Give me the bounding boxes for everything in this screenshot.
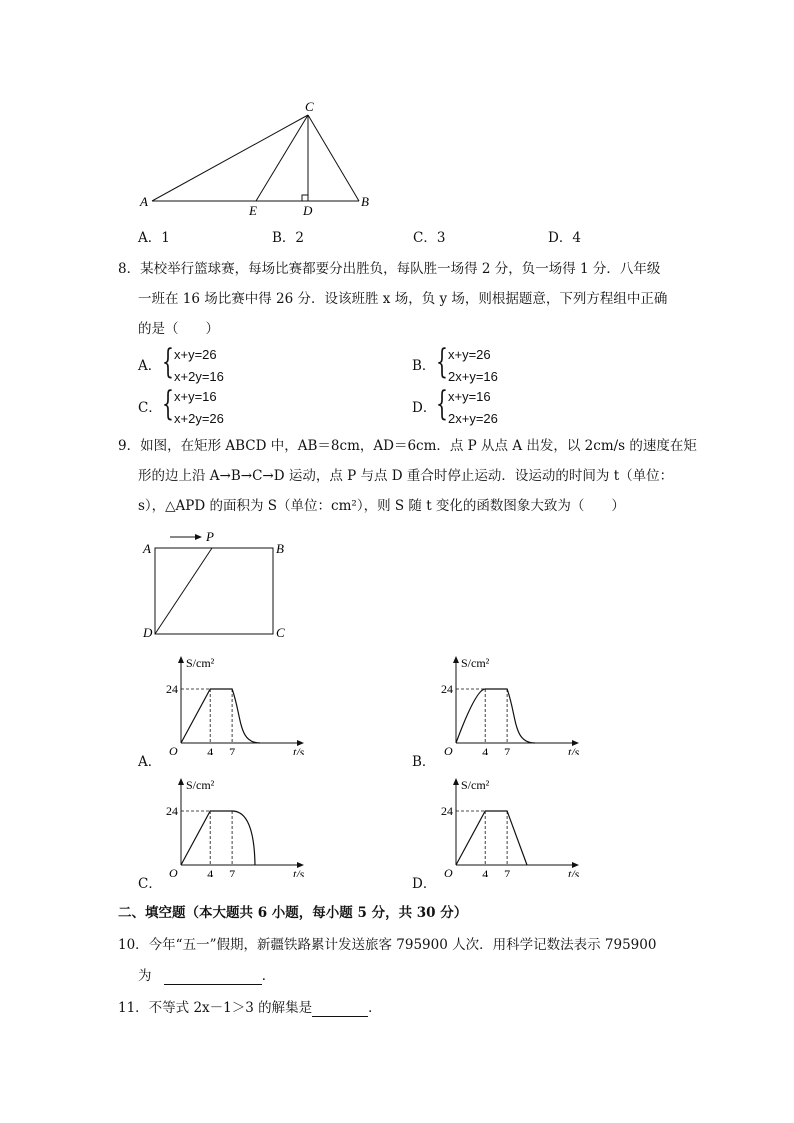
tick-label-24: 24 xyxy=(166,682,178,696)
q9-option-d-label[interactable]: D． xyxy=(412,876,437,892)
function-curve xyxy=(456,811,527,865)
segment-cb xyxy=(308,115,359,201)
right-angle-mark xyxy=(302,195,308,201)
rect-label-b: B xyxy=(276,541,284,556)
q8-text-line-3: 的是（ ） xyxy=(138,321,219,337)
segment-ac xyxy=(152,115,308,201)
y-axis-arrow-icon xyxy=(453,778,459,785)
q8-option-a-eq2: x+2y=16 xyxy=(174,369,224,384)
q8-option-d-eq2: 2x+y=26 xyxy=(448,411,498,426)
rect-label-c: C xyxy=(276,625,285,640)
q9-option-b-label[interactable]: B． xyxy=(412,754,436,770)
q9-text-line-3: s），△APD 的面积为 S（单位：cm²），则 S 随 t 变化的函数图象大致为（ ） xyxy=(138,498,625,514)
q8-option-b-label: B． xyxy=(412,358,436,374)
q7-option-b[interactable]: B．2 xyxy=(272,230,305,246)
q7-option-a[interactable]: A．1 xyxy=(138,230,170,246)
rect-label-p: P xyxy=(206,529,214,544)
y-axis-arrow-icon xyxy=(178,778,184,785)
q9-text-line-1: 9．如图，在矩形 ABCD 中，AB＝8cm，AD＝6cm．点 P 从点 A 出发，以 2cm/s 的速度在矩 xyxy=(118,438,697,454)
tick-label-4: 4 xyxy=(207,745,214,755)
q7-option-d[interactable]: D．4 xyxy=(548,230,581,246)
tick-label-24: 24 xyxy=(441,804,453,818)
tick-label-4: 4 xyxy=(482,745,489,755)
rect-label-d: D xyxy=(143,625,153,640)
q8-option-d-eq1: x+y=16 xyxy=(448,389,491,404)
tick-label-7: 7 xyxy=(504,745,511,755)
q9-option-a-label[interactable]: A． xyxy=(138,754,162,770)
y-axis-arrow-icon xyxy=(453,656,459,663)
q8-option-d-label: D． xyxy=(412,400,437,416)
origin-label: O xyxy=(169,744,178,755)
tick-label-7: 7 xyxy=(229,745,236,755)
q8-option-c-label: C． xyxy=(138,400,162,416)
tick-label-4: 4 xyxy=(482,867,489,877)
q9-graph-c[interactable] xyxy=(165,777,315,877)
q9-graph-a[interactable] xyxy=(165,655,315,755)
q8-option-b-eq2: 2x+y=16 xyxy=(448,369,498,384)
tick-label-7: 7 xyxy=(504,867,511,877)
q8-option-a-label: A． xyxy=(138,358,162,374)
q9-text-line-2: 形的边上沿 A→B→C→D 运动，点 P 与点 D 重合时停止运动．设运动的时间为 t（单位： xyxy=(138,468,674,484)
q11-question: 11．不等式 2x－1＞3 的解集是 xyxy=(118,1000,313,1016)
brace-icon: { xyxy=(162,342,174,382)
q11-suffix: ． xyxy=(368,1000,382,1016)
origin-label: O xyxy=(169,866,178,877)
tick-label-7: 7 xyxy=(229,867,236,877)
q10-answer-blank[interactable] xyxy=(164,966,262,985)
q10-suffix: ． xyxy=(261,968,276,984)
function-curve xyxy=(456,689,535,743)
function-curve xyxy=(181,811,255,865)
y-axis-arrow-icon xyxy=(178,656,184,663)
origin-label: O xyxy=(444,744,453,755)
x-axis-label: t/s xyxy=(568,745,580,755)
q8-option-b-eq1: x+y=26 xyxy=(448,347,491,362)
tick-label-24: 24 xyxy=(166,804,178,818)
x-axis-label: t/s xyxy=(568,867,580,877)
arrow-icon xyxy=(195,534,202,540)
y-axis-label: S/cm² xyxy=(186,778,215,792)
label-a: A xyxy=(140,194,148,209)
label-d: D xyxy=(303,203,313,218)
q9-rectangle-figure xyxy=(140,528,300,643)
y-axis-label: S/cm² xyxy=(461,778,490,792)
brace-icon: { xyxy=(436,342,448,382)
tick-label-4: 4 xyxy=(207,867,214,877)
q8-text-line-1: 8．某校举行篮球赛，每场比赛都要分出胜负，每队胜一场得 2 分，负一场得 1 分．八年级 xyxy=(118,261,661,277)
q10-text-line-2 xyxy=(138,966,275,985)
x-axis-label: t/s xyxy=(293,745,305,755)
q8-text-line-2: 一班在 16 场比赛中得 26 分．设该班胜 x 场，负 y 场，则根据题意，下列方程组中正确 xyxy=(138,291,668,307)
q9-option-c-label[interactable]: C． xyxy=(138,876,162,892)
rect-label-a: A xyxy=(143,541,151,556)
q10-prefix: 为 xyxy=(138,968,152,984)
q7-option-c[interactable]: C．3 xyxy=(413,230,446,246)
q8-option-c-eq1: x+y=16 xyxy=(174,389,217,404)
y-axis-label: S/cm² xyxy=(461,656,490,670)
q10-text-line-1: 10．今年“五一”假期，新疆铁路累计发送旅客 795900 人次．用科学记数法表示 795900 xyxy=(118,937,657,953)
q11-text xyxy=(118,998,382,1017)
origin-label: O xyxy=(444,866,453,877)
x-axis-label: t/s xyxy=(293,867,305,877)
label-c: C xyxy=(305,99,314,114)
q11-answer-blank[interactable] xyxy=(312,998,368,1017)
section-2-heading: 二、填空题（本大题共 6 小题，每小题 5 分，共 30 分） xyxy=(118,905,468,921)
q9-graph-b[interactable] xyxy=(440,655,590,755)
function-curve xyxy=(181,689,260,743)
segment-dp xyxy=(155,548,212,634)
q8-option-a-eq1: x+y=26 xyxy=(174,347,217,362)
label-e: E xyxy=(249,203,257,218)
brace-icon: { xyxy=(162,384,174,424)
y-axis-label: S/cm² xyxy=(186,656,215,670)
q8-option-c-eq2: x+2y=26 xyxy=(174,411,224,426)
tick-label-24: 24 xyxy=(441,682,453,696)
brace-icon: { xyxy=(436,384,448,424)
rectangle-abcd xyxy=(155,548,273,634)
q9-graph-d[interactable] xyxy=(440,777,590,877)
label-b: B xyxy=(361,194,369,209)
question-7-figure xyxy=(130,95,390,225)
segment-ce xyxy=(256,115,308,201)
